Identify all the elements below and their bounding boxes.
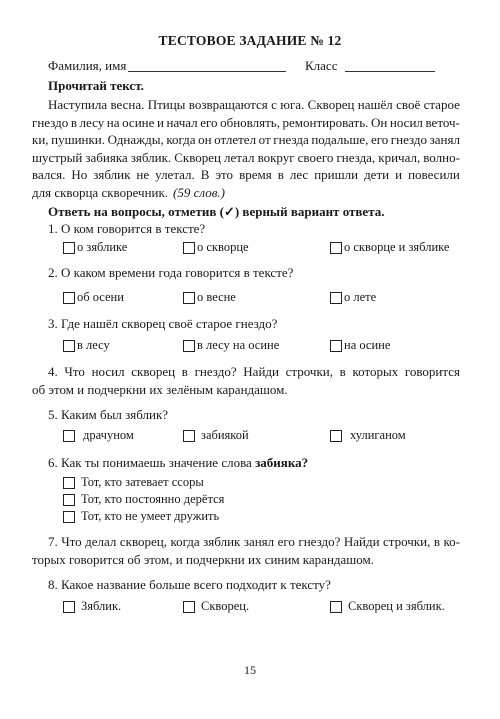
read-instruction: Прочитай текст. bbox=[48, 78, 144, 93]
checkbox[interactable] bbox=[183, 242, 195, 254]
word: Наступила bbox=[48, 97, 108, 112]
page-title: ТЕСТОВОЕ ЗАДАНИЕ № 12 bbox=[158, 33, 342, 48]
word: и bbox=[156, 114, 164, 130]
question-7-line bbox=[32, 533, 460, 551]
word: Найди bbox=[343, 534, 380, 549]
option-q6-c[interactable] bbox=[63, 509, 219, 524]
word: вокруг bbox=[257, 149, 295, 165]
word-count: (59 слов.) bbox=[173, 184, 225, 200]
word: В bbox=[200, 167, 210, 183]
word: занял bbox=[429, 132, 460, 148]
option-q8-a[interactable] bbox=[63, 599, 121, 614]
word: гнездо bbox=[32, 114, 69, 130]
option-q3-b[interactable] bbox=[183, 338, 279, 353]
question-4-text: об этом и подчеркни их зелёным карандашом. bbox=[32, 381, 288, 397]
checkbox[interactable] bbox=[63, 511, 75, 523]
class-field-line[interactable] bbox=[345, 71, 435, 72]
option-label: Скворец. bbox=[201, 599, 250, 613]
word: подальше, bbox=[311, 132, 369, 148]
option-q2-b[interactable] bbox=[183, 290, 236, 305]
word: шустрый bbox=[32, 149, 83, 165]
text-line bbox=[32, 166, 460, 184]
question-6-text: 6. Как ты понимаешь значение слова bbox=[48, 455, 256, 470]
word: с bbox=[271, 97, 277, 112]
word: это bbox=[215, 167, 234, 183]
word: своё bbox=[396, 97, 421, 112]
word: лес bbox=[289, 167, 309, 183]
option-label: забиякой bbox=[201, 428, 249, 442]
word: Птицы bbox=[147, 97, 186, 112]
word: строчки, bbox=[383, 534, 431, 549]
checkbox[interactable] bbox=[330, 430, 342, 442]
checkbox[interactable] bbox=[183, 340, 195, 352]
question-7-line bbox=[32, 551, 460, 569]
checkbox[interactable] bbox=[63, 242, 75, 254]
word: отлетел bbox=[214, 132, 257, 148]
word: весна. bbox=[110, 97, 145, 112]
option-q2-c[interactable] bbox=[330, 290, 376, 305]
option-label: драчуном bbox=[83, 428, 134, 442]
question-6 bbox=[48, 455, 308, 471]
word: веточ- bbox=[425, 114, 460, 130]
word: юга. bbox=[280, 97, 305, 112]
word: его bbox=[277, 534, 295, 549]
option-label: о весне bbox=[197, 290, 236, 304]
checkbox[interactable] bbox=[330, 292, 342, 304]
word: гнездо? bbox=[298, 534, 341, 549]
question-4 bbox=[32, 363, 460, 398]
question-7-text: торых говорится об этом, и подчеркни их синим карандашом. bbox=[32, 551, 375, 567]
word: обновлять, bbox=[220, 114, 280, 130]
word: зяблик bbox=[203, 534, 241, 549]
class-label: Класс bbox=[305, 58, 338, 73]
text-line bbox=[32, 149, 460, 167]
word: Что bbox=[61, 534, 82, 549]
option-q5-b[interactable] bbox=[183, 428, 249, 443]
option-label: в лесу bbox=[77, 338, 110, 352]
question-8: 8. Какое название больше всего подходит к тексту? bbox=[48, 577, 331, 592]
word: время bbox=[239, 167, 272, 183]
word: 7. bbox=[48, 534, 58, 549]
checkbox[interactable] bbox=[63, 292, 75, 304]
checkbox[interactable] bbox=[183, 430, 195, 442]
text-line bbox=[32, 131, 460, 149]
answer-instruction-end: ) верный вариант ответа. bbox=[234, 204, 385, 219]
option-label: хулиганом bbox=[350, 428, 406, 442]
option-label: Зяблик. bbox=[81, 599, 122, 613]
option-label: об осени bbox=[77, 290, 124, 304]
answer-instruction-start: Ответь на вопросы, отметив ( bbox=[48, 204, 224, 219]
checkbox[interactable] bbox=[63, 430, 75, 442]
word: 4. bbox=[48, 364, 58, 379]
word: осине bbox=[122, 114, 155, 130]
option-q2-a[interactable] bbox=[63, 290, 124, 305]
word: говорится bbox=[404, 364, 460, 379]
option-q8-b[interactable] bbox=[183, 599, 249, 614]
text-line bbox=[32, 114, 460, 132]
option-q1-b[interactable] bbox=[183, 240, 249, 255]
word: гнезда, bbox=[336, 149, 376, 165]
word: в bbox=[70, 114, 77, 130]
question-5: 5. Каким был зяблик? bbox=[48, 407, 169, 422]
text-line bbox=[32, 184, 460, 202]
checkbox[interactable] bbox=[183, 292, 195, 304]
question-4-line bbox=[32, 381, 460, 399]
word: в bbox=[433, 534, 440, 549]
word: скворец bbox=[131, 364, 176, 379]
word: пришли bbox=[314, 167, 359, 183]
word: которых bbox=[352, 364, 399, 379]
word: зяблик. bbox=[130, 149, 172, 165]
question-6-keyword: забияка? bbox=[255, 455, 309, 470]
word: гнездо bbox=[390, 132, 428, 148]
word: улетал. bbox=[155, 167, 195, 183]
word: в bbox=[181, 364, 188, 379]
word: Скворец bbox=[174, 149, 221, 165]
word: своего bbox=[297, 149, 334, 165]
option-q5-c[interactable] bbox=[330, 428, 406, 443]
option-q1-c[interactable] bbox=[330, 240, 449, 255]
option-label: о скворце bbox=[197, 240, 249, 254]
word: вался. bbox=[32, 167, 66, 183]
option-label: о скворце и зяблике bbox=[344, 240, 450, 254]
word: делал bbox=[85, 534, 117, 549]
word: когда bbox=[166, 132, 196, 148]
word: Что bbox=[64, 364, 85, 379]
checkbox[interactable] bbox=[330, 242, 342, 254]
question-1: 1. О ком говорится в тексте? bbox=[48, 221, 206, 236]
checkbox[interactable] bbox=[63, 601, 75, 613]
word: носил bbox=[389, 114, 423, 130]
checkbox[interactable] bbox=[330, 340, 342, 352]
word: его bbox=[370, 132, 389, 148]
question-4-line bbox=[32, 363, 460, 381]
word: он bbox=[198, 132, 212, 148]
word: в bbox=[339, 364, 346, 379]
word: забияка bbox=[85, 149, 128, 165]
word: в bbox=[277, 167, 284, 183]
word: Он bbox=[370, 114, 388, 130]
word: гнезда bbox=[273, 132, 309, 148]
word: его bbox=[200, 114, 218, 130]
word: волно- bbox=[423, 149, 460, 165]
option-q6-a[interactable] bbox=[63, 475, 204, 490]
word: возвращаются bbox=[188, 97, 268, 112]
checkbox[interactable] bbox=[183, 601, 195, 613]
name-label: Фамилия, имя bbox=[48, 58, 127, 73]
word: на bbox=[106, 114, 120, 130]
word: носил bbox=[91, 364, 125, 379]
word: строчки, bbox=[285, 364, 333, 379]
word: зяблик bbox=[93, 167, 131, 183]
option-q3-a[interactable] bbox=[63, 338, 110, 353]
word: повесили bbox=[408, 167, 460, 183]
word: не bbox=[136, 167, 150, 183]
option-label: Тот, кто затевает ссоры bbox=[81, 475, 204, 489]
option-label: Тот, кто не умеет дружить bbox=[81, 509, 220, 523]
word: начал bbox=[166, 114, 198, 130]
checkmark-icon: ✓ bbox=[223, 204, 235, 219]
word: летал bbox=[224, 149, 255, 165]
option-q8-c[interactable] bbox=[330, 599, 445, 614]
option-q1-a[interactable] bbox=[63, 240, 127, 255]
question-7 bbox=[32, 533, 460, 568]
word: скворец, bbox=[119, 534, 167, 549]
option-label: о лете bbox=[344, 290, 377, 304]
word: гнездо? bbox=[194, 364, 237, 379]
option-label: Тот, кто постоянно дерётся bbox=[81, 492, 225, 506]
text-line-content: для скворца скворечник. bbox=[32, 184, 169, 200]
word: ко- bbox=[443, 534, 460, 549]
word: занял bbox=[243, 534, 275, 549]
word: лесу bbox=[79, 114, 105, 130]
word: старое bbox=[423, 97, 460, 112]
word: от bbox=[258, 132, 271, 148]
word: Скворец bbox=[307, 97, 355, 112]
word: когда bbox=[170, 534, 200, 549]
word: ки, bbox=[32, 132, 49, 148]
text-line bbox=[32, 96, 460, 114]
option-label: в лесу на осине bbox=[197, 338, 280, 352]
word: Найди bbox=[243, 364, 279, 379]
option-q3-c[interactable] bbox=[330, 338, 390, 353]
reading-text bbox=[32, 96, 460, 202]
word: и bbox=[395, 167, 403, 183]
word: пушинки. bbox=[51, 132, 106, 148]
word: кричал, bbox=[378, 149, 421, 165]
option-label: о зяблике bbox=[77, 240, 128, 254]
option-q6-b[interactable] bbox=[63, 492, 224, 507]
checkbox[interactable] bbox=[63, 477, 75, 489]
option-q5-a[interactable] bbox=[63, 428, 134, 443]
word: нашёл bbox=[357, 97, 393, 112]
option-label: Скворец и зяблик. bbox=[348, 599, 445, 613]
word: ремонтировать. bbox=[282, 114, 369, 130]
checkbox[interactable] bbox=[63, 340, 75, 352]
page-number: 15 bbox=[244, 663, 256, 677]
answer-instruction bbox=[48, 203, 385, 221]
name-field-line[interactable] bbox=[128, 71, 286, 72]
checkbox[interactable] bbox=[63, 494, 75, 506]
question-2: 2. О каком времени года говорится в тексте? bbox=[48, 265, 294, 280]
word: Но bbox=[71, 167, 88, 183]
word: дети bbox=[364, 167, 390, 183]
checkbox[interactable] bbox=[330, 601, 342, 613]
option-label: на осине bbox=[344, 338, 391, 352]
question-3: 3. Где нашёл скворец своё старое гнездо? bbox=[48, 316, 278, 331]
word: Однажды, bbox=[107, 132, 164, 148]
